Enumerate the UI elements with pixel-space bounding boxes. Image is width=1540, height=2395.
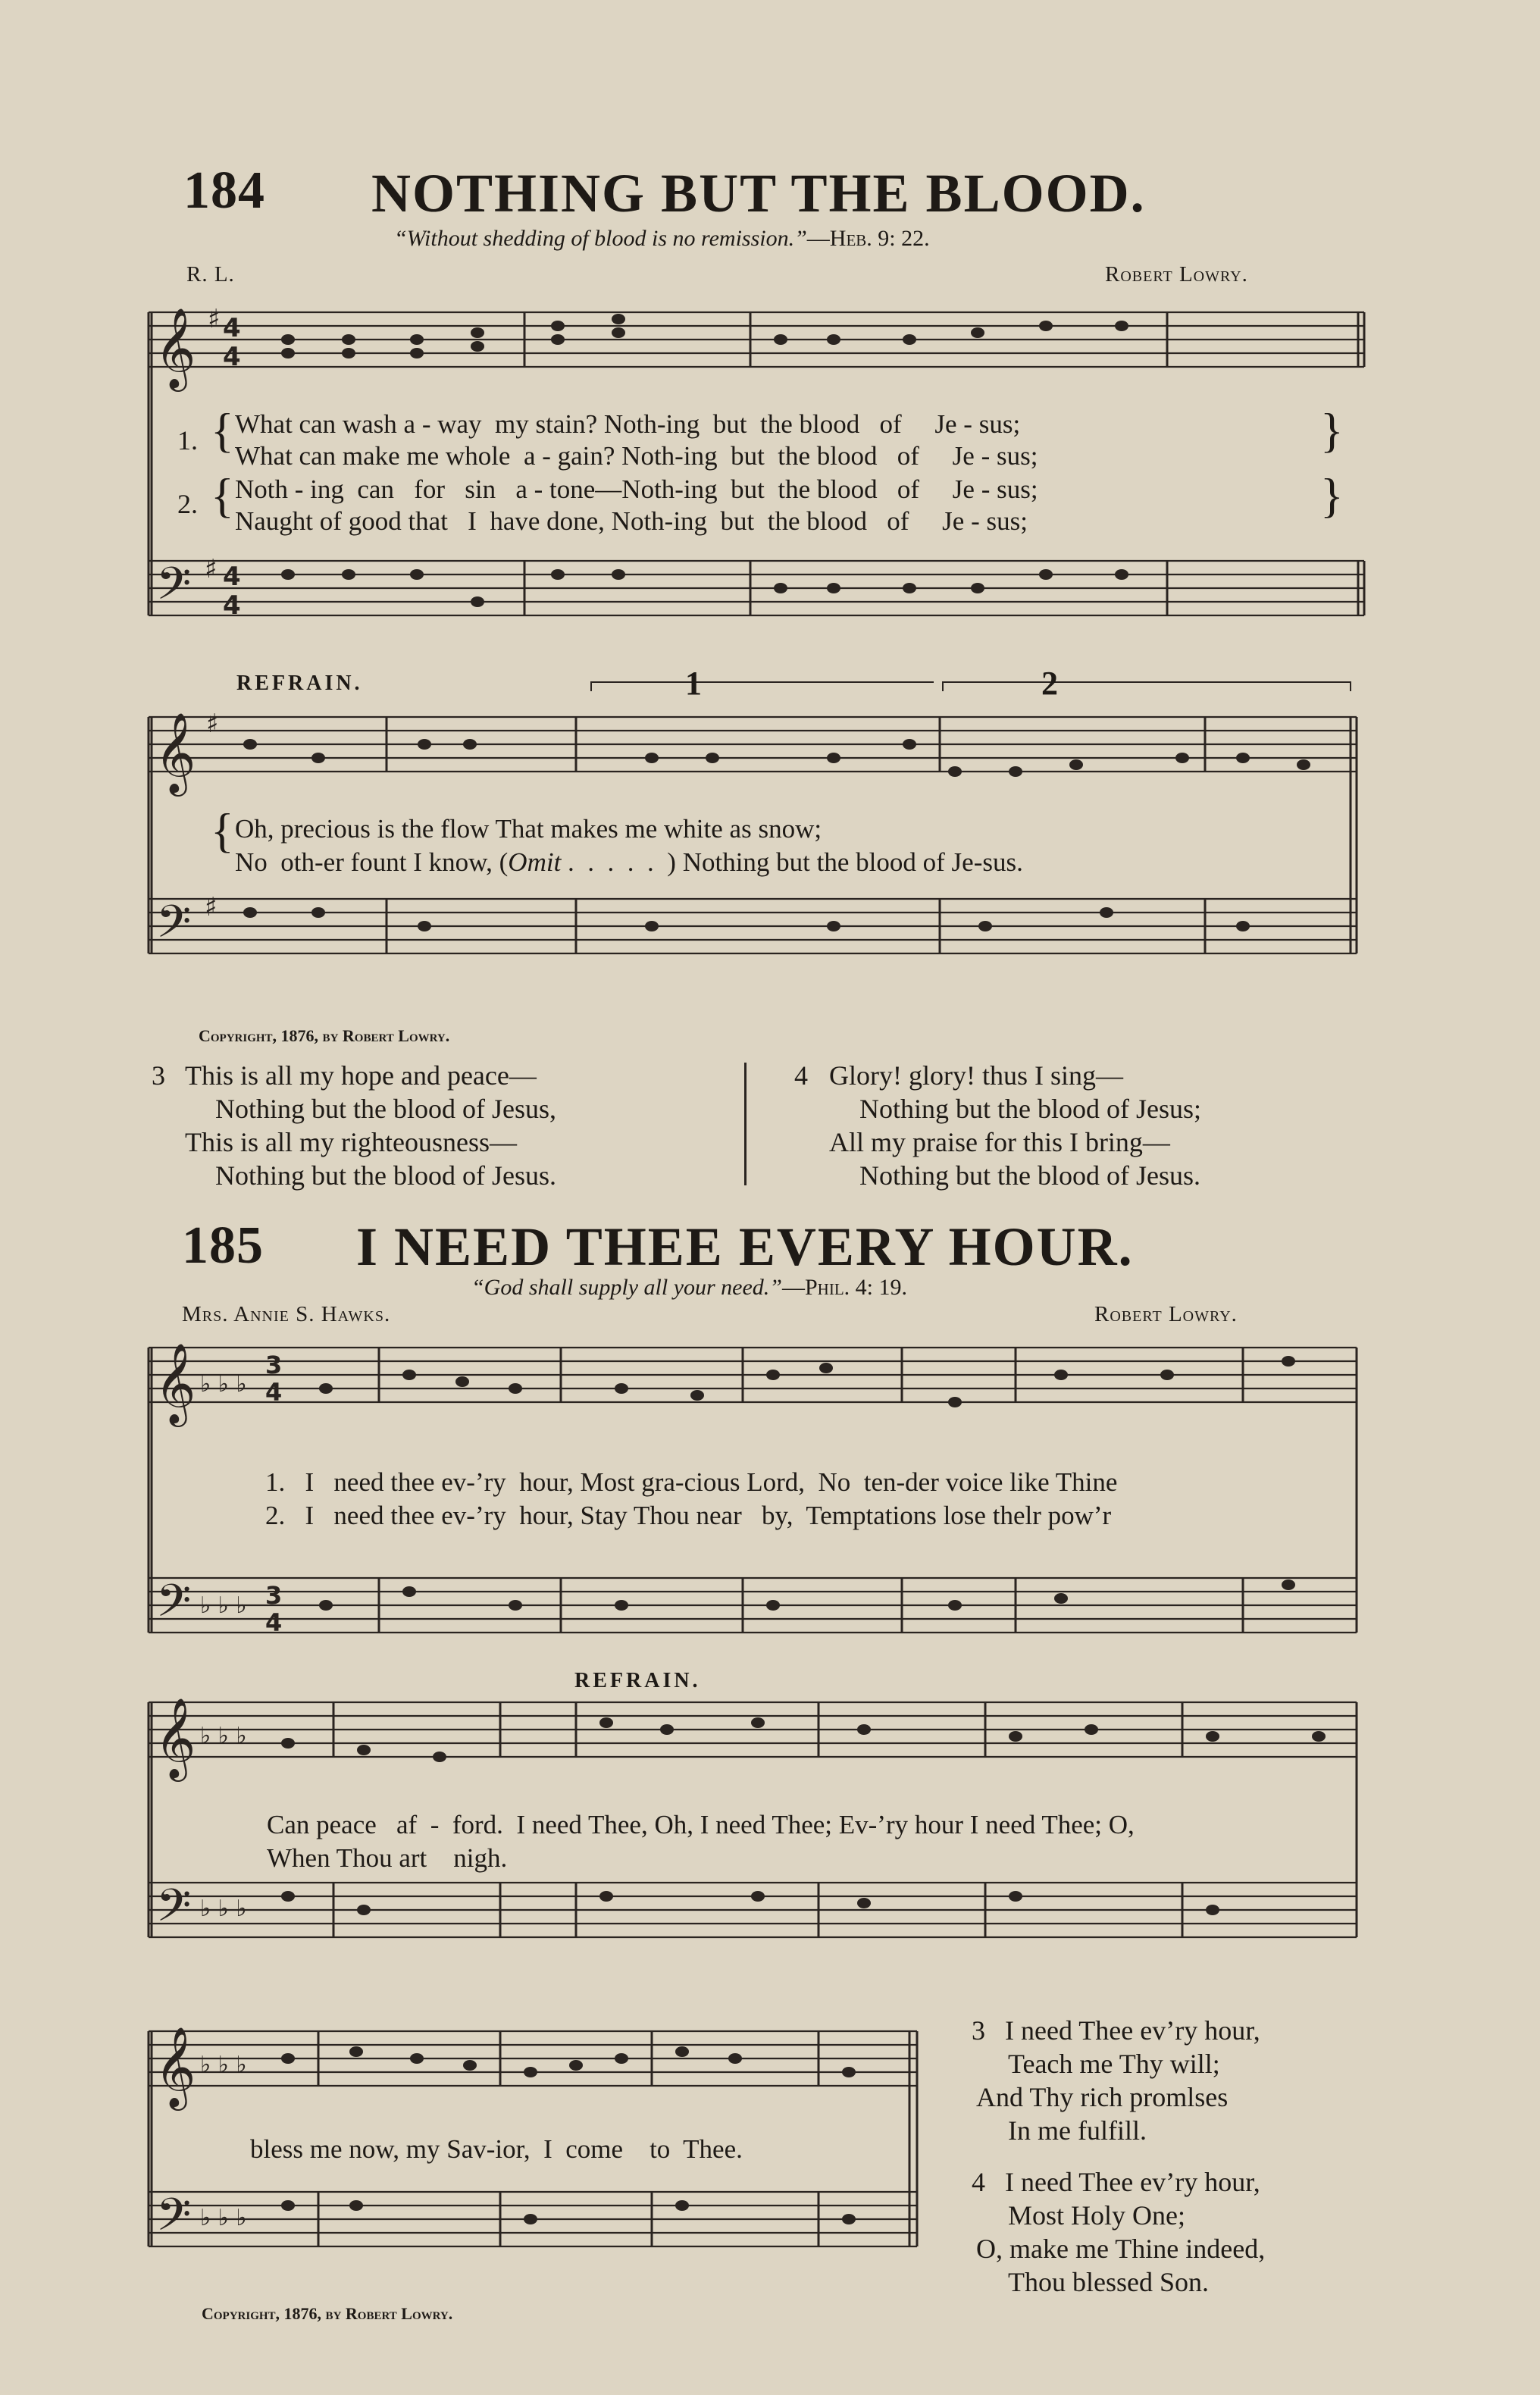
svg-text:4: 4: [223, 313, 241, 343]
epigraph-reference: —Heb. 9: 22.: [806, 226, 930, 251]
first-ending-number: 1: [685, 665, 702, 702]
svg-text:𝄢: 𝄢: [156, 1574, 192, 1638]
stanza-line: Glory! glory! thus I sing—: [829, 1060, 1123, 1091]
stanza-line: Nothing but the blood of Jesus.: [215, 1160, 556, 1191]
lyric-line: What can make me whole a - gain? Noth-ing but the blood of Je - sus;: [235, 441, 1038, 471]
stanza-line: This is all my hope and peace—: [185, 1060, 537, 1091]
svg-text:♭ ♭ ♭: ♭ ♭ ♭: [200, 2205, 247, 2231]
hymn-number: 184: [183, 161, 265, 220]
refrain-lyric-line: Oh, precious is the flow That makes me white as snow;: [235, 814, 822, 844]
hymn-title: NOTHING BUT THE BLOOD.: [371, 163, 1146, 224]
refrain-lyric-part: No oth-er fount I know, (: [235, 847, 509, 877]
verse-number: 1.: [177, 425, 198, 456]
svg-text:𝄞: 𝄞: [155, 712, 196, 793]
refrain-lyric-line: [235, 847, 1023, 878]
svg-text:𝄢: 𝄢: [156, 2188, 192, 2252]
svg-text:𝄞: 𝄞: [155, 307, 196, 388]
svg-text:♭ ♭ ♭: ♭ ♭ ♭: [200, 1592, 247, 1619]
refrain-label: REFRAIN.: [574, 1669, 701, 1692]
copyright-notice: Copyright, 1876, by Robert Lowry.: [199, 1026, 450, 1045]
svg-text:𝄞: 𝄞: [155, 1342, 196, 1423]
stanza-line: Nothing but the blood of Jesus,: [215, 1094, 556, 1124]
stanza-number: 3: [152, 1060, 165, 1091]
svg-text:♭ ♭ ♭: ♭ ♭ ♭: [200, 2052, 247, 2078]
lyric-line: 1. I need thee ev-’ry hour, Most gra-cious Lord, No ten-der voice like Thine: [265, 1467, 1118, 1497]
svg-text:𝄞: 𝄞: [155, 2026, 196, 2107]
lyric-line: Noth - ing can for sin a - tone—Noth-ing but the blood of Je - sus;: [235, 474, 1038, 504]
svg-text:𝄢: 𝄢: [156, 557, 192, 621]
svg-text:𝄢: 𝄢: [156, 1879, 192, 1943]
stanza-line: I need Thee ev’ry hour,: [1005, 2015, 1260, 2046]
svg-text:♭ ♭ ♭: ♭ ♭ ♭: [200, 1371, 247, 1398]
svg-text:4: 4: [265, 1378, 283, 1407]
second-ending-number: 2: [1041, 665, 1058, 702]
stanza-number: 4: [972, 2167, 985, 2197]
stanza-line: And Thy rich promlses: [976, 2082, 1229, 2112]
divider: [744, 1063, 747, 1185]
composer-credit: Robert Lowry.: [1105, 262, 1248, 286]
omit-direction: Omit: [508, 847, 562, 877]
svg-text:♯: ♯: [205, 554, 218, 584]
copyright-notice: Copyright, 1876, by Robert Lowry.: [202, 2304, 453, 2323]
stanza-line: Most Holy One;: [1008, 2200, 1185, 2231]
svg-text:𝄢: 𝄢: [156, 895, 192, 959]
verse-number: 2.: [177, 489, 198, 519]
stanza-line: This is all my righteousness—: [185, 1127, 517, 1157]
svg-text:3: 3: [265, 1581, 283, 1610]
refrain-label: REFRAIN.: [236, 672, 363, 695]
lyric-line: 2. I need thee ev-’ry hour, Stay Thou near by, Temptations lose thelr pow’r: [265, 1501, 1112, 1530]
stanza-line: Nothing but the blood of Jesus.: [859, 1160, 1200, 1191]
svg-text:♯: ♯: [205, 892, 218, 922]
brace: }: [1320, 403, 1344, 457]
hymn-number: 185: [182, 1216, 264, 1275]
epigraph-text: “Without shedding of blood is no remission.”: [394, 226, 807, 251]
epigraph-reference: —Phil. 4: 19.: [782, 1275, 908, 1300]
svg-text:𝄞: 𝄞: [155, 1697, 196, 1778]
stanza-line: All my praise for this I bring—: [829, 1127, 1170, 1157]
svg-text:4: 4: [223, 342, 241, 372]
epigraph: [471, 1275, 907, 1301]
refrain-lyric-part: . . . . . ) Nothing but the blood of Je-sus.: [561, 847, 1023, 877]
brace: }: [1320, 468, 1344, 522]
svg-text:4: 4: [223, 590, 241, 621]
stanza-line: O, make me Thine indeed,: [976, 2234, 1266, 2264]
stanza-number: 3: [972, 2015, 985, 2046]
stanza-line: In me fulfill.: [1008, 2115, 1147, 2146]
stanza-line: Teach me Thy will;: [1008, 2049, 1220, 2079]
stanza-number: 4: [794, 1060, 808, 1091]
lyricist-credit: Mrs. Annie S. Hawks.: [182, 1302, 391, 1326]
svg-text:♯: ♯: [208, 304, 221, 334]
brace: {: [211, 468, 234, 522]
hymn-title: I NEED THEE EVERY HOUR.: [356, 1216, 1134, 1277]
lyricist-credit: R. L.: [186, 262, 235, 286]
svg-text:♯: ♯: [206, 709, 219, 739]
stanza-line: Nothing but the blood of Jesus;: [859, 1094, 1201, 1124]
svg-text:4: 4: [223, 562, 241, 592]
lyric-line: When Thou art nigh.: [267, 1843, 508, 1873]
svg-text:3: 3: [265, 1351, 283, 1379]
lyric-line: bless me now, my Sav-ior, I come to Thee.: [250, 2134, 743, 2164]
lyric-line: Naught of good that I have done, Noth-ing but the blood of Je - sus;: [235, 506, 1028, 536]
svg-text:4: 4: [265, 1608, 283, 1637]
svg-text:♭ ♭ ♭: ♭ ♭ ♭: [200, 1723, 247, 1749]
lyric-line: What can wash a - way my stain? Noth-ing but the blood of Je - sus;: [235, 409, 1021, 439]
stanza-line: I need Thee ev’ry hour,: [1005, 2167, 1260, 2197]
epigraph-text: “God shall supply all your need.”: [471, 1275, 782, 1300]
lyric-line: Can peace af - ford. I need Thee, Oh, I need Thee; Ev-’ry hour I need Thee; O,: [267, 1810, 1135, 1839]
composer-credit: Robert Lowry.: [1094, 1302, 1238, 1326]
svg-text:♭ ♭ ♭: ♭ ♭ ♭: [200, 1896, 247, 1922]
brace: {: [211, 803, 234, 857]
brace: {: [211, 403, 234, 457]
stanza-line: Thou blessed Son.: [1008, 2267, 1209, 2297]
